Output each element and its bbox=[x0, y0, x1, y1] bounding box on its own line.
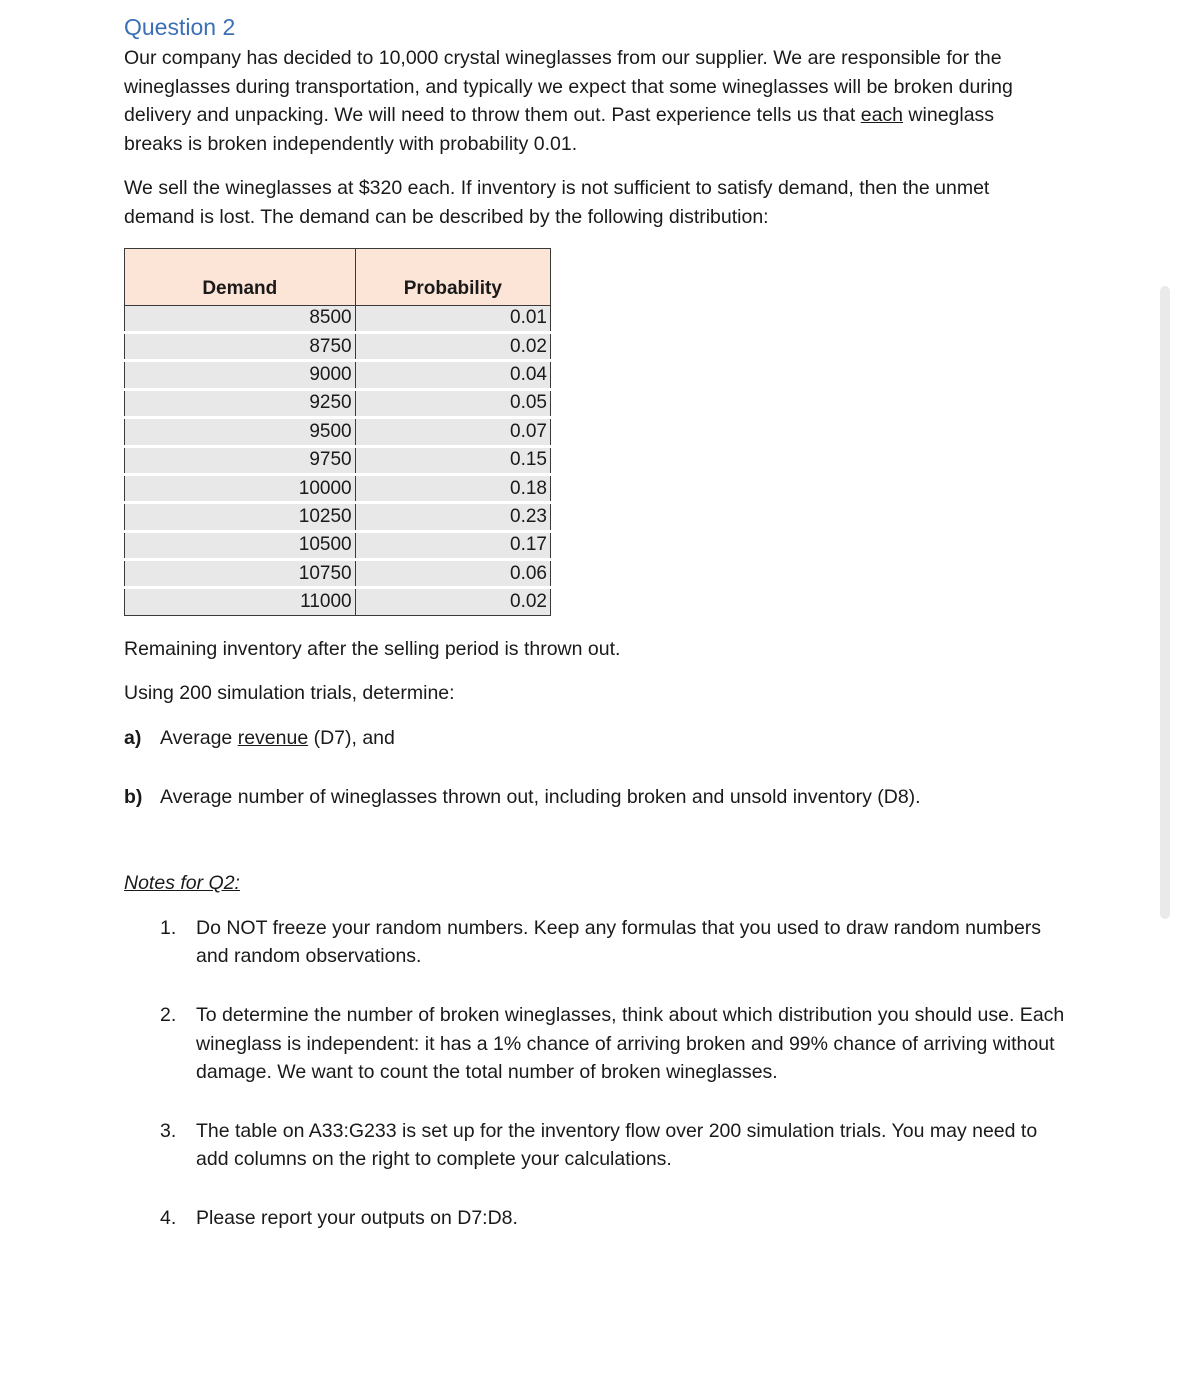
part-a-label: a) bbox=[124, 727, 142, 750]
part-b-text: Average number of wineglasses thrown out, including broken and unsold inventory (D8). bbox=[160, 785, 921, 808]
header-probability bbox=[355, 248, 550, 305]
note-number: 1. bbox=[160, 916, 177, 939]
table-row bbox=[125, 446, 551, 474]
probability-cell: 0.02 bbox=[355, 332, 550, 360]
header-demand bbox=[125, 248, 356, 305]
probability-cell: 0.01 bbox=[355, 305, 550, 332]
demand-cell: 9250 bbox=[125, 389, 356, 417]
table-row bbox=[125, 332, 551, 360]
probability-cell: 0.04 bbox=[355, 361, 550, 389]
note-number: 3. bbox=[160, 1119, 177, 1142]
probability-cell: 0.07 bbox=[355, 418, 550, 446]
table-row bbox=[125, 474, 551, 502]
table-row bbox=[125, 389, 551, 417]
table-row bbox=[125, 588, 551, 615]
note-item bbox=[160, 1001, 1072, 1087]
part-a bbox=[124, 724, 1054, 753]
demand-cell: 10250 bbox=[125, 503, 356, 531]
notes-list bbox=[124, 914, 1065, 1233]
document-body bbox=[124, 12, 1065, 1263]
demand-cell: 8750 bbox=[125, 332, 356, 360]
note-number: 2. bbox=[160, 1004, 177, 1027]
demand-cell: 9500 bbox=[125, 418, 356, 446]
part-b bbox=[124, 783, 1054, 812]
demand-cell: 8500 bbox=[125, 305, 356, 332]
demand-distribution-table bbox=[124, 248, 551, 616]
table-row bbox=[125, 560, 551, 588]
probability-cell: 0.15 bbox=[355, 446, 550, 474]
question-heading: Question 2 bbox=[124, 14, 236, 40]
note-item bbox=[160, 1117, 1072, 1174]
note-number: 4. bbox=[160, 1206, 177, 1229]
intro-text-part-1: Our company has decided to 10,000 crystal wineglasses from our supplier. We are responsible for the wineglasses during transportation, and typically we expect that some wineglasses will be broken during delivery and unpacking. We will need to throw them out. Past experience tells us that bbox=[124, 47, 1013, 127]
part-b-label: b) bbox=[124, 785, 143, 808]
part-a-post: (D7), and bbox=[308, 727, 395, 750]
demand-cell: 11000 bbox=[125, 588, 356, 615]
table-row bbox=[125, 418, 551, 446]
probability-cell: 0.05 bbox=[355, 389, 550, 417]
part-a-underlined: revenue bbox=[237, 727, 309, 750]
note-item bbox=[160, 914, 1072, 971]
simulation-instructions: Using 200 simulation trials, determine: bbox=[124, 682, 455, 705]
note-item bbox=[160, 1204, 1072, 1233]
part-a-text bbox=[160, 724, 395, 753]
intro-paragraph bbox=[124, 44, 1054, 158]
demand-cell: 9000 bbox=[125, 361, 356, 389]
note-text: The table on A33:G233 is set up for the inventory flow over 200 simulation trials. You may need to add columns on the right to complete your calculations. bbox=[196, 1119, 1038, 1171]
table-row bbox=[125, 503, 551, 531]
remaining-inventory-text: Remaining inventory after the selling period is thrown out. bbox=[124, 637, 621, 660]
demand-distribution-table-wrap bbox=[124, 248, 551, 616]
part-a-pre: Average bbox=[160, 727, 238, 750]
probability-cell: 0.18 bbox=[355, 474, 550, 502]
demand-cell: 10000 bbox=[125, 474, 356, 502]
demand-cell: 10500 bbox=[125, 531, 356, 559]
note-text: Please report your outputs on D7:D8. bbox=[196, 1206, 518, 1229]
demand-cell: 10750 bbox=[125, 560, 356, 588]
vertical-scrollbar[interactable] bbox=[1160, 286, 1170, 919]
table-header-row bbox=[125, 248, 551, 305]
table-row bbox=[125, 361, 551, 389]
notes-title: Notes for Q2: bbox=[124, 872, 240, 895]
intro-text-part-2: wineglass breaks is broken independently with probability 0.01. bbox=[124, 104, 995, 155]
note-text: Do NOT freeze your random numbers. Keep any formulas that you used to draw random numbers and random observations. bbox=[196, 916, 1042, 968]
probability-cell: 0.02 bbox=[355, 588, 550, 615]
table-row bbox=[125, 531, 551, 559]
pricing-paragraph: We sell the wineglasses at $320 each. If inventory is not sufficient to satisfy demand, then the unmet demand is lost. The demand can be described by the following distribution: bbox=[124, 177, 990, 228]
note-text: To determine the number of broken wineglasses, think about which distribution you should use. Each wineglass is independent: it has a 1% chance of arriving broken and 99% chance of arriving without damage. We want to count the total number of broken wineglasses. bbox=[196, 1004, 1065, 1084]
probability-cell: 0.23 bbox=[355, 503, 550, 531]
probability-cell: 0.17 bbox=[355, 531, 550, 559]
demand-cell: 9750 bbox=[125, 446, 356, 474]
header-probability-label: Probability bbox=[403, 277, 502, 299]
table-row bbox=[125, 305, 551, 332]
header-demand-label: Demand bbox=[202, 277, 278, 299]
intro-underlined-word: each bbox=[860, 104, 904, 127]
probability-cell: 0.06 bbox=[355, 560, 550, 588]
